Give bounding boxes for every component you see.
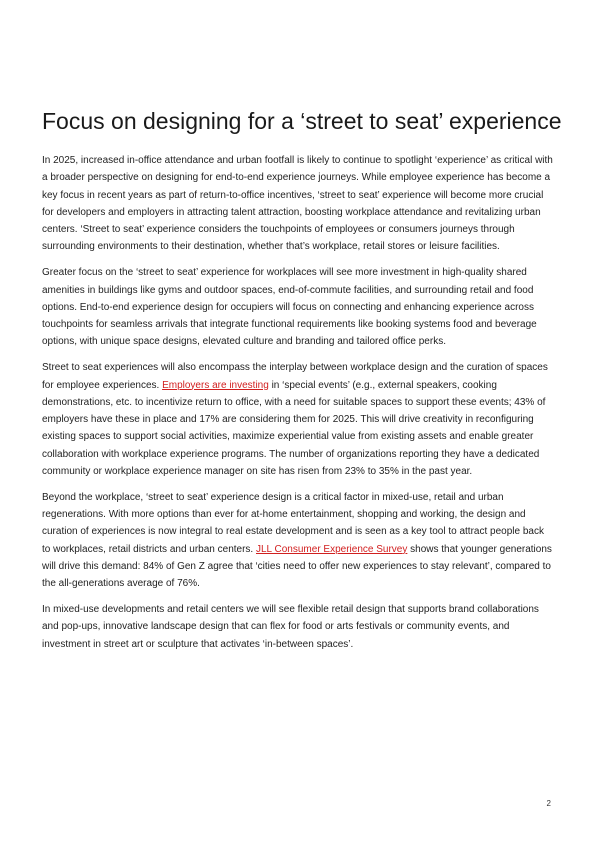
employers-are-investing-link[interactable]: Employers are investing	[162, 379, 269, 391]
paragraph-4	[42, 489, 554, 593]
page-title: Focus on designing for a ‘street to seat’ experience	[42, 108, 562, 134]
paragraph-4-text-end: shows that younger generations will drive this demand: 84% of Gen Z agree that ‘cities need to offer new experiences to stay relevant’, compared to the all-generations average of 76%.	[42, 543, 552, 590]
paragraph-3	[42, 359, 554, 480]
paragraph-4-text-start: Beyond the workplace, ‘street to seat’ experience design is a critical factor in mixed-use, retail and urban regenerations. With more options than ever for at-home entertainment, shopping and working, the design and curation of experiences is now integral to real estate development and is seen as a key tool to attract people back to workplaces, retail districts and urban centers.	[42, 491, 544, 555]
consumer-experience-survey-link[interactable]: JLL Consumer Experience Survey	[255, 543, 408, 555]
paragraph-2: Greater focus on the ‘street to seat’ experience for workplaces will see more investment in high-quality shared amenities in buildings like gyms and outdoor spaces, end-of-commute facilities, and surrounding retail and food options. End-to-end experience design for occupiers will focus on connecting and enhancing experience across touchpoints for seamless arrivals that integrate functional requirements like booking systems food and beverage options, with unique space designs, elevated culture and branding and tailored office perks.	[42, 267, 537, 348]
paragraph-5: In mixed-use developments and retail centers we will see flexible retail design that supports brand collaborations and pop-ups, innovative landscape design that can flex for food or arts festivals or community events, and investment in street art or sculpture that activates ‘in-between spaces’.	[42, 604, 539, 650]
paragraph-1: In 2025, increased in-office attendance and urban footfall is likely to continue to spotlight ‘experience’ as critical with a broader perspective on designing for end-to-end experience journeys. While employee experience has become a key focus in recent years as part of return-to-office incentives, ‘street to seat’ experience will become more crucial for developers and employers in attracting talent attraction, boosting workplace attendance and revitalizing urban centers. ‘Street to seat’ experience considers the touchpoints of employees or consumers journeys through surrounding environments to their destination, whether that’s workplace, retail stores or leisure facilities.	[42, 155, 553, 253]
page-number: 2	[546, 799, 551, 808]
paragraph-3-text-start: Street to seat experiences will also encompass the interplay between workplace design and the curation of spaces for employee experiences.	[42, 362, 548, 391]
article-body	[42, 152, 554, 662]
paragraph-3-text-end: in ‘special events’ (e.g., external speakers, cooking demonstrations, etc. to incentivize return to office, with a need for suitable spaces to support these events; 43% of employers have these in place and 17% are considering them for 2025. This will drive creativity in reconfiguring existing spaces to support social activities, maximize experiential value from existing assets and enable greater collaboration with workplace experience programs. The number of organizations reporting they have a dedicated community or workplace experience manager on site has risen from 23% to 35% in the past year.	[42, 379, 546, 478]
